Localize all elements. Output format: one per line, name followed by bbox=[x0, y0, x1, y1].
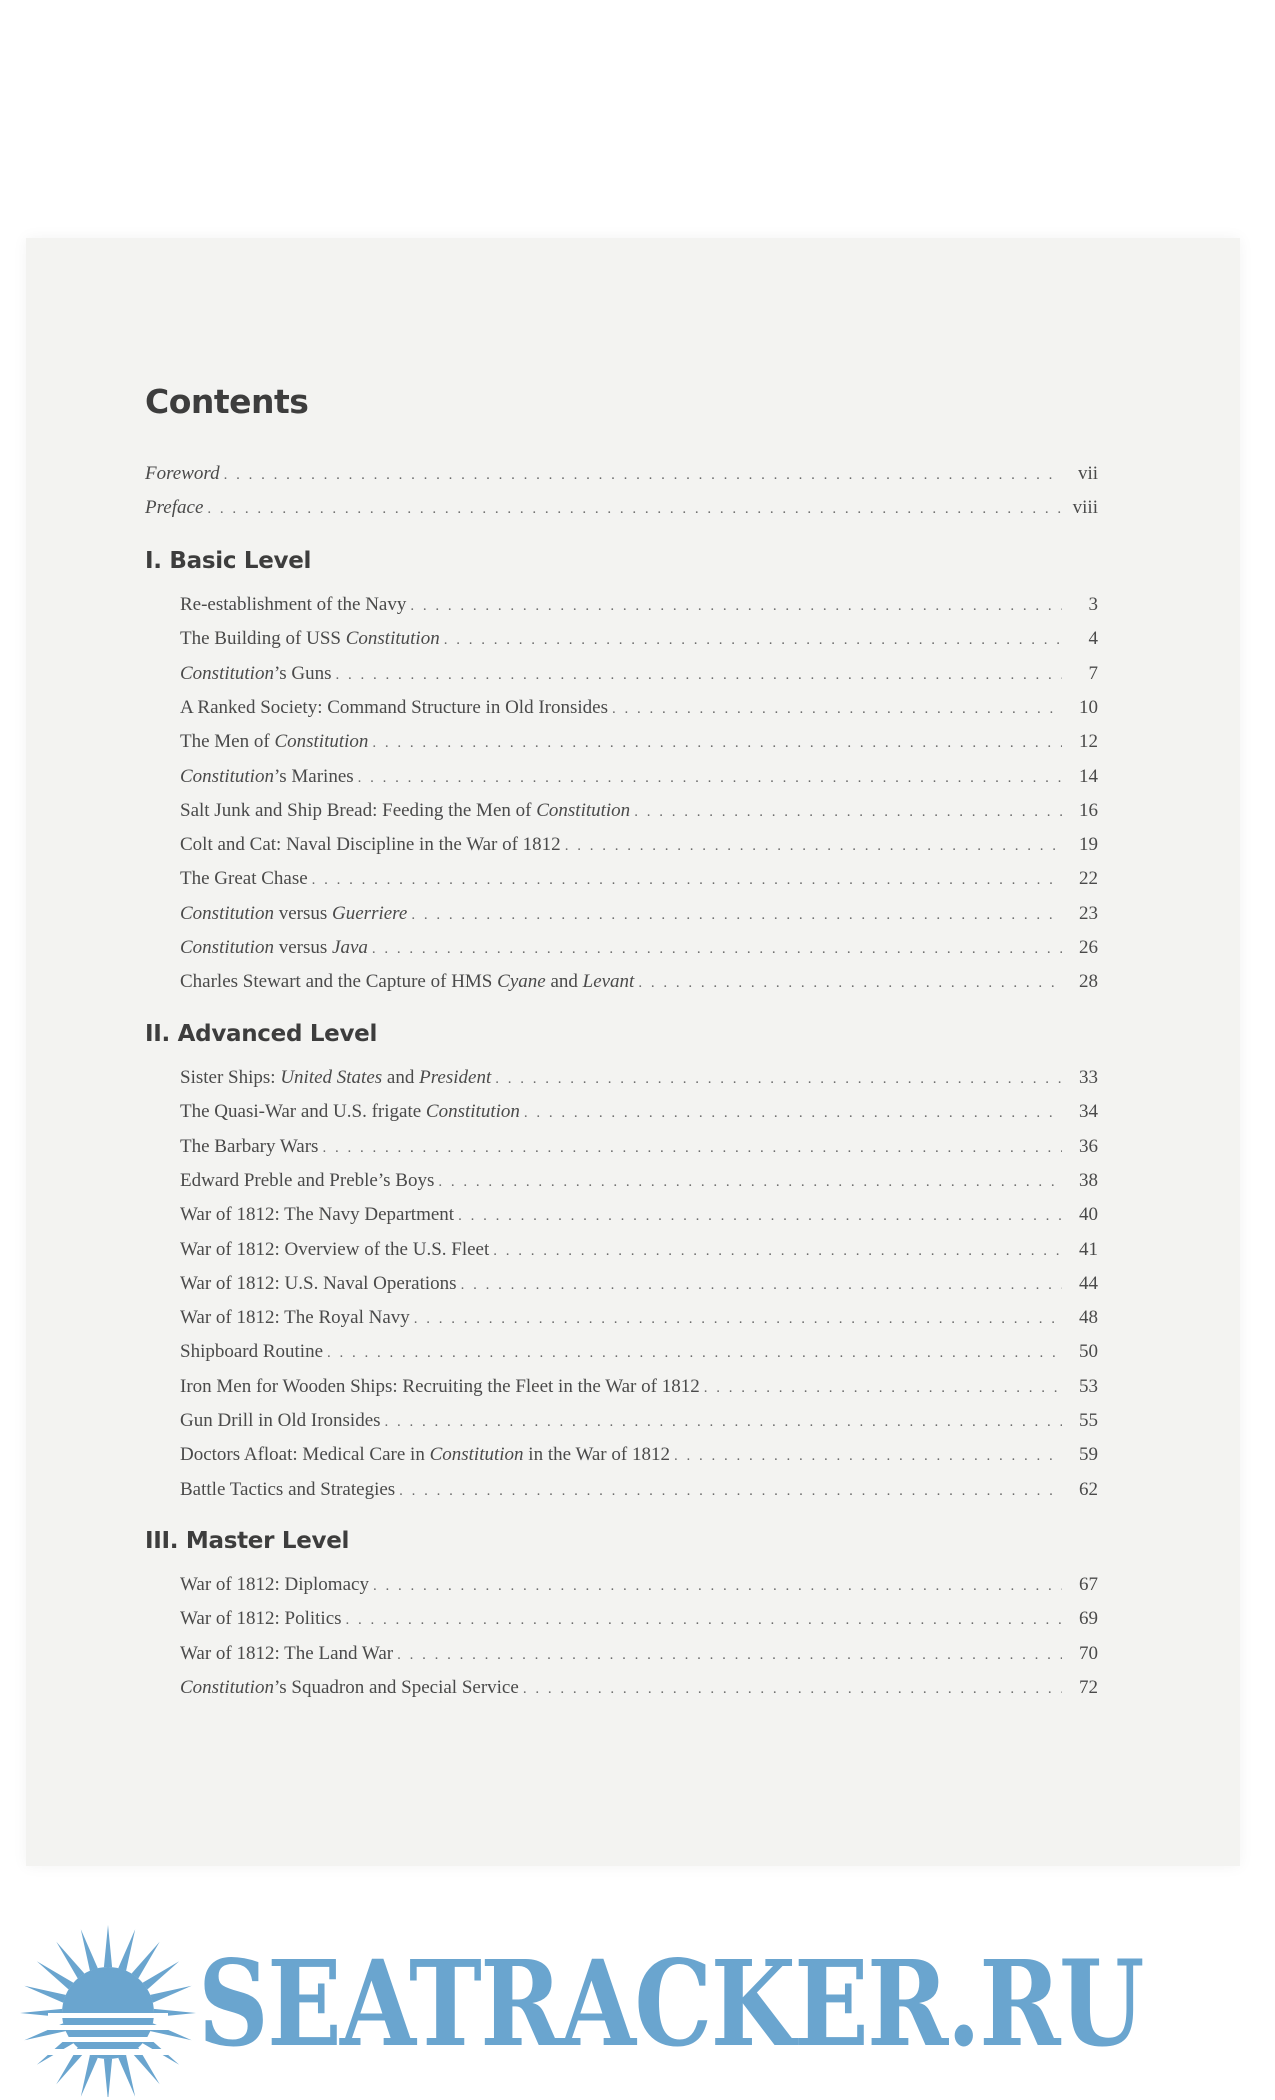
page-number: 53 bbox=[1079, 1375, 1098, 1397]
toc-entry bbox=[180, 1064, 1098, 1092]
toc-entry bbox=[180, 660, 1098, 688]
dot-leader bbox=[207, 495, 1062, 523]
dot-leader bbox=[399, 1477, 1062, 1505]
page-number: 19 bbox=[1079, 834, 1098, 856]
entry-title-run: Gun Drill in Old Ironsides bbox=[180, 1410, 381, 1431]
entry-title-run: Cyane bbox=[497, 971, 546, 993]
entry-title-run: Levant bbox=[582, 971, 635, 993]
entry-title-run: ’s Squadron and Special Service bbox=[273, 1676, 519, 1698]
sun-ray bbox=[81, 1929, 98, 1970]
entry-title-run: Charles Stewart and the Capture of HMS bbox=[180, 971, 498, 993]
toc-entry bbox=[180, 900, 1098, 928]
entry-title-run: ’s Marines bbox=[273, 765, 354, 787]
entry-title bbox=[180, 1338, 327, 1366]
dot-leader bbox=[674, 1442, 1062, 1470]
toc-entry bbox=[180, 1605, 1098, 1633]
entry-title-run: Constitution bbox=[180, 937, 274, 958]
page-number: 10 bbox=[1079, 696, 1098, 718]
entry-title-run: The Great Chase bbox=[180, 868, 308, 890]
page-number: 33 bbox=[1079, 1067, 1098, 1088]
entry-title bbox=[180, 934, 372, 962]
entry-title bbox=[180, 1407, 385, 1435]
toc-entry bbox=[180, 865, 1098, 893]
entry-title-run: Java bbox=[332, 937, 368, 958]
dot-leader bbox=[495, 1065, 1062, 1093]
entry-title bbox=[180, 1605, 346, 1633]
dot-leader bbox=[704, 1374, 1062, 1402]
entry-title bbox=[180, 1270, 461, 1298]
page-number: 34 bbox=[1079, 1101, 1098, 1123]
dot-leader bbox=[322, 1134, 1062, 1162]
entry-title bbox=[180, 1674, 523, 1702]
entry-title bbox=[180, 660, 336, 688]
entry-title-run: War of 1812: Diplomacy bbox=[180, 1574, 369, 1595]
entry-title-run: Doctors Afloat: Medical Care in bbox=[180, 1444, 430, 1466]
entry-title bbox=[180, 1476, 399, 1504]
toc-entry bbox=[180, 1674, 1098, 1702]
dot-leader bbox=[373, 1572, 1062, 1600]
entry-title-run: The Men of bbox=[180, 731, 275, 753]
page-number: 38 bbox=[1079, 1169, 1098, 1191]
entry-title bbox=[180, 1133, 322, 1161]
entry-title bbox=[180, 1098, 524, 1126]
toc-entry bbox=[180, 1571, 1098, 1599]
entry-title-run: Constitution bbox=[274, 731, 369, 753]
page-number: vii bbox=[1077, 463, 1098, 484]
dot-leader bbox=[461, 1271, 1062, 1299]
dot-leader bbox=[410, 592, 1062, 620]
entry-title-run: The Quasi-War and U.S. frigate bbox=[180, 1101, 426, 1123]
watermark bbox=[0, 1905, 1275, 2100]
toc-entry bbox=[180, 968, 1098, 996]
front-matter-entry bbox=[145, 494, 1098, 522]
page-number: 44 bbox=[1079, 1272, 1098, 1294]
entry-title bbox=[180, 831, 565, 859]
entry-title bbox=[180, 900, 411, 928]
dot-leader bbox=[444, 626, 1062, 654]
entry-title bbox=[180, 1441, 674, 1469]
page-number: 67 bbox=[1079, 1574, 1098, 1595]
toc-entry bbox=[180, 1338, 1098, 1366]
page-number: 69 bbox=[1079, 1608, 1098, 1630]
toc-entry bbox=[180, 1304, 1098, 1332]
dot-leader bbox=[385, 1408, 1062, 1436]
dot-leader bbox=[638, 969, 1062, 997]
entry-title-run: Constitution bbox=[536, 799, 631, 821]
page-number: 23 bbox=[1079, 902, 1098, 924]
entry-title bbox=[180, 1064, 495, 1092]
entry-title-run: Constitution bbox=[180, 765, 274, 787]
entry-title-run: War of 1812: The Navy Department bbox=[180, 1204, 455, 1226]
dot-leader bbox=[312, 866, 1062, 894]
entry-title-run: War of 1812: U.S. Naval Operations bbox=[180, 1272, 457, 1294]
entry-title-run: in the War of 1812 bbox=[523, 1444, 670, 1466]
toc-entry bbox=[180, 1270, 1098, 1298]
sun-ray bbox=[118, 2055, 135, 2096]
sun-ray bbox=[132, 1942, 160, 1979]
sun-ray bbox=[150, 1986, 191, 2003]
dot-leader bbox=[612, 695, 1062, 723]
toc-entry bbox=[180, 1441, 1098, 1469]
sun-ray bbox=[24, 1986, 65, 2003]
front-matter-entry bbox=[145, 460, 1098, 488]
entry-title bbox=[180, 1201, 458, 1229]
entry-title-run: Sister Ships: bbox=[180, 1067, 281, 1088]
toc-entry bbox=[180, 763, 1098, 791]
dot-leader bbox=[458, 1202, 1062, 1230]
sun-ray bbox=[56, 1942, 84, 1979]
entry-title-run: War of 1812: The Land War bbox=[180, 1642, 394, 1664]
entry-title-run: Colt and Cat: Naval Discipline in the War of 1812 bbox=[180, 834, 561, 856]
toc-entry bbox=[180, 1236, 1098, 1264]
entry-title bbox=[180, 968, 638, 996]
dot-leader bbox=[565, 832, 1062, 860]
page-number: 59 bbox=[1079, 1444, 1098, 1466]
page-number: 4 bbox=[1088, 628, 1098, 650]
entry-title-run: President bbox=[419, 1067, 492, 1088]
dot-leader bbox=[397, 1641, 1062, 1669]
dot-leader bbox=[358, 764, 1062, 792]
entry-title-run: Foreword bbox=[145, 463, 220, 484]
dot-leader bbox=[372, 729, 1062, 757]
entry-title bbox=[180, 1373, 704, 1401]
toc-entry bbox=[180, 591, 1098, 619]
entry-title-run: The Barbary Wars bbox=[180, 1135, 319, 1157]
entry-title bbox=[180, 763, 358, 791]
watermark-text: SEATRACKER.RU bbox=[198, 1934, 1143, 2073]
dot-leader bbox=[523, 1675, 1062, 1703]
dot-leader bbox=[524, 1099, 1062, 1127]
entry-title-run: and bbox=[382, 1067, 420, 1088]
entry-title-run: Constitution bbox=[180, 1676, 274, 1698]
page-number: 70 bbox=[1079, 1642, 1098, 1664]
entry-title-run: Iron Men for Wooden Ships: Recruiting the Fleet in the War of 1812 bbox=[180, 1375, 700, 1397]
page-number: viii bbox=[1072, 497, 1098, 519]
entry-title-run: Constitution bbox=[180, 902, 274, 924]
entry-title-run: Battle Tactics and Strategies bbox=[180, 1478, 396, 1500]
dot-leader bbox=[414, 1305, 1062, 1333]
entry-title-run: Constitution bbox=[429, 1444, 524, 1466]
section-heading: I. Basic Level bbox=[145, 548, 312, 574]
page-number: 3 bbox=[1088, 594, 1098, 615]
toc-entry bbox=[180, 1098, 1098, 1126]
sun-burst-icon bbox=[18, 1917, 198, 2097]
entry-title-run: Re-establishment of the Navy bbox=[180, 594, 407, 615]
page-number: 26 bbox=[1079, 937, 1098, 958]
toc-entry bbox=[180, 1201, 1098, 1229]
dot-leader bbox=[336, 661, 1062, 689]
entry-title bbox=[145, 460, 224, 488]
toc-entry bbox=[180, 831, 1098, 859]
toc-entry bbox=[180, 694, 1098, 722]
page-number: 40 bbox=[1079, 1204, 1098, 1226]
toc-entry bbox=[180, 1133, 1098, 1161]
dot-leader bbox=[346, 1606, 1062, 1634]
dot-leader bbox=[493, 1237, 1062, 1265]
entry-title-run: A Ranked Society: Command Structure in Old Ironsides bbox=[180, 696, 608, 718]
toc-entry bbox=[180, 1476, 1098, 1504]
entry-title bbox=[145, 494, 207, 522]
toc-entry bbox=[180, 625, 1098, 653]
toc-entry bbox=[180, 934, 1098, 962]
page-number: 48 bbox=[1079, 1307, 1098, 1329]
toc-entry bbox=[180, 797, 1098, 825]
entry-title bbox=[180, 1236, 493, 1264]
dot-leader bbox=[224, 461, 1062, 489]
entry-title-run: ’s Guns bbox=[273, 662, 332, 684]
dot-leader bbox=[438, 1168, 1062, 1196]
entry-title bbox=[180, 797, 634, 825]
page-number: 28 bbox=[1079, 971, 1098, 993]
page-number: 22 bbox=[1079, 868, 1098, 890]
page-number: 41 bbox=[1079, 1238, 1098, 1260]
entry-title-run: versus bbox=[273, 937, 333, 958]
toc-entry bbox=[180, 1407, 1098, 1435]
entry-title-run: United States bbox=[280, 1067, 383, 1088]
entry-title bbox=[180, 1304, 414, 1332]
entry-title bbox=[180, 625, 444, 653]
dot-leader bbox=[327, 1339, 1062, 1367]
dot-leader bbox=[411, 901, 1062, 929]
sun-ray bbox=[104, 1925, 112, 1967]
entry-title-run: Shipboard Routine bbox=[180, 1341, 324, 1363]
page-title: Contents bbox=[145, 382, 309, 421]
page-number: 72 bbox=[1079, 1676, 1098, 1698]
entry-title-run: War of 1812: Politics bbox=[180, 1608, 342, 1630]
entry-title bbox=[180, 1640, 397, 1668]
entry-title-run: Preface bbox=[145, 497, 204, 519]
toc-entry bbox=[180, 1167, 1098, 1195]
entry-title-run: Salt Junk and Ship Bread: Feeding the Men of bbox=[180, 799, 537, 821]
sun-ray bbox=[104, 2059, 112, 2097]
entry-title bbox=[180, 1571, 373, 1599]
toc-entry bbox=[180, 1373, 1098, 1401]
page-number: 16 bbox=[1079, 799, 1098, 821]
entry-title-run: War of 1812: Overview of the U.S. Fleet bbox=[180, 1238, 490, 1260]
entry-title-run: and bbox=[545, 971, 583, 993]
page-number: 36 bbox=[1079, 1135, 1098, 1157]
page-number: 14 bbox=[1079, 765, 1098, 787]
entry-title-run: War of 1812: The Royal Navy bbox=[180, 1307, 410, 1329]
sun-ray bbox=[143, 1961, 180, 1989]
entry-title-run: Constitution bbox=[425, 1101, 520, 1123]
sun-ray bbox=[37, 1961, 74, 1989]
entry-title-run: versus bbox=[273, 902, 333, 924]
entry-title bbox=[180, 865, 312, 893]
sun-ray bbox=[118, 1929, 135, 1970]
page-number: 50 bbox=[1079, 1341, 1098, 1363]
entry-title-run: Guerriere bbox=[332, 902, 408, 924]
section-heading: III. Master Level bbox=[145, 1528, 350, 1554]
entry-title-run: Constitution bbox=[345, 628, 440, 650]
page-number: 12 bbox=[1079, 731, 1098, 753]
toc-entry bbox=[180, 728, 1098, 756]
entry-title-run: Edward Preble and Preble’s Boys bbox=[180, 1169, 435, 1191]
dot-leader bbox=[372, 935, 1062, 963]
entry-title bbox=[180, 728, 372, 756]
page-number: 62 bbox=[1079, 1478, 1098, 1500]
page-number: 7 bbox=[1088, 662, 1098, 684]
toc-entry bbox=[180, 1640, 1098, 1668]
dot-leader bbox=[634, 798, 1062, 826]
section-heading: II. Advanced Level bbox=[145, 1021, 378, 1047]
entry-title-run: Constitution bbox=[180, 662, 274, 684]
sun-ray bbox=[81, 2055, 98, 2096]
entry-title-run: The Building of USS bbox=[180, 628, 346, 650]
page-number: 55 bbox=[1079, 1410, 1098, 1431]
entry-title bbox=[180, 591, 410, 619]
entry-title bbox=[180, 1167, 438, 1195]
entry-title bbox=[180, 694, 612, 722]
